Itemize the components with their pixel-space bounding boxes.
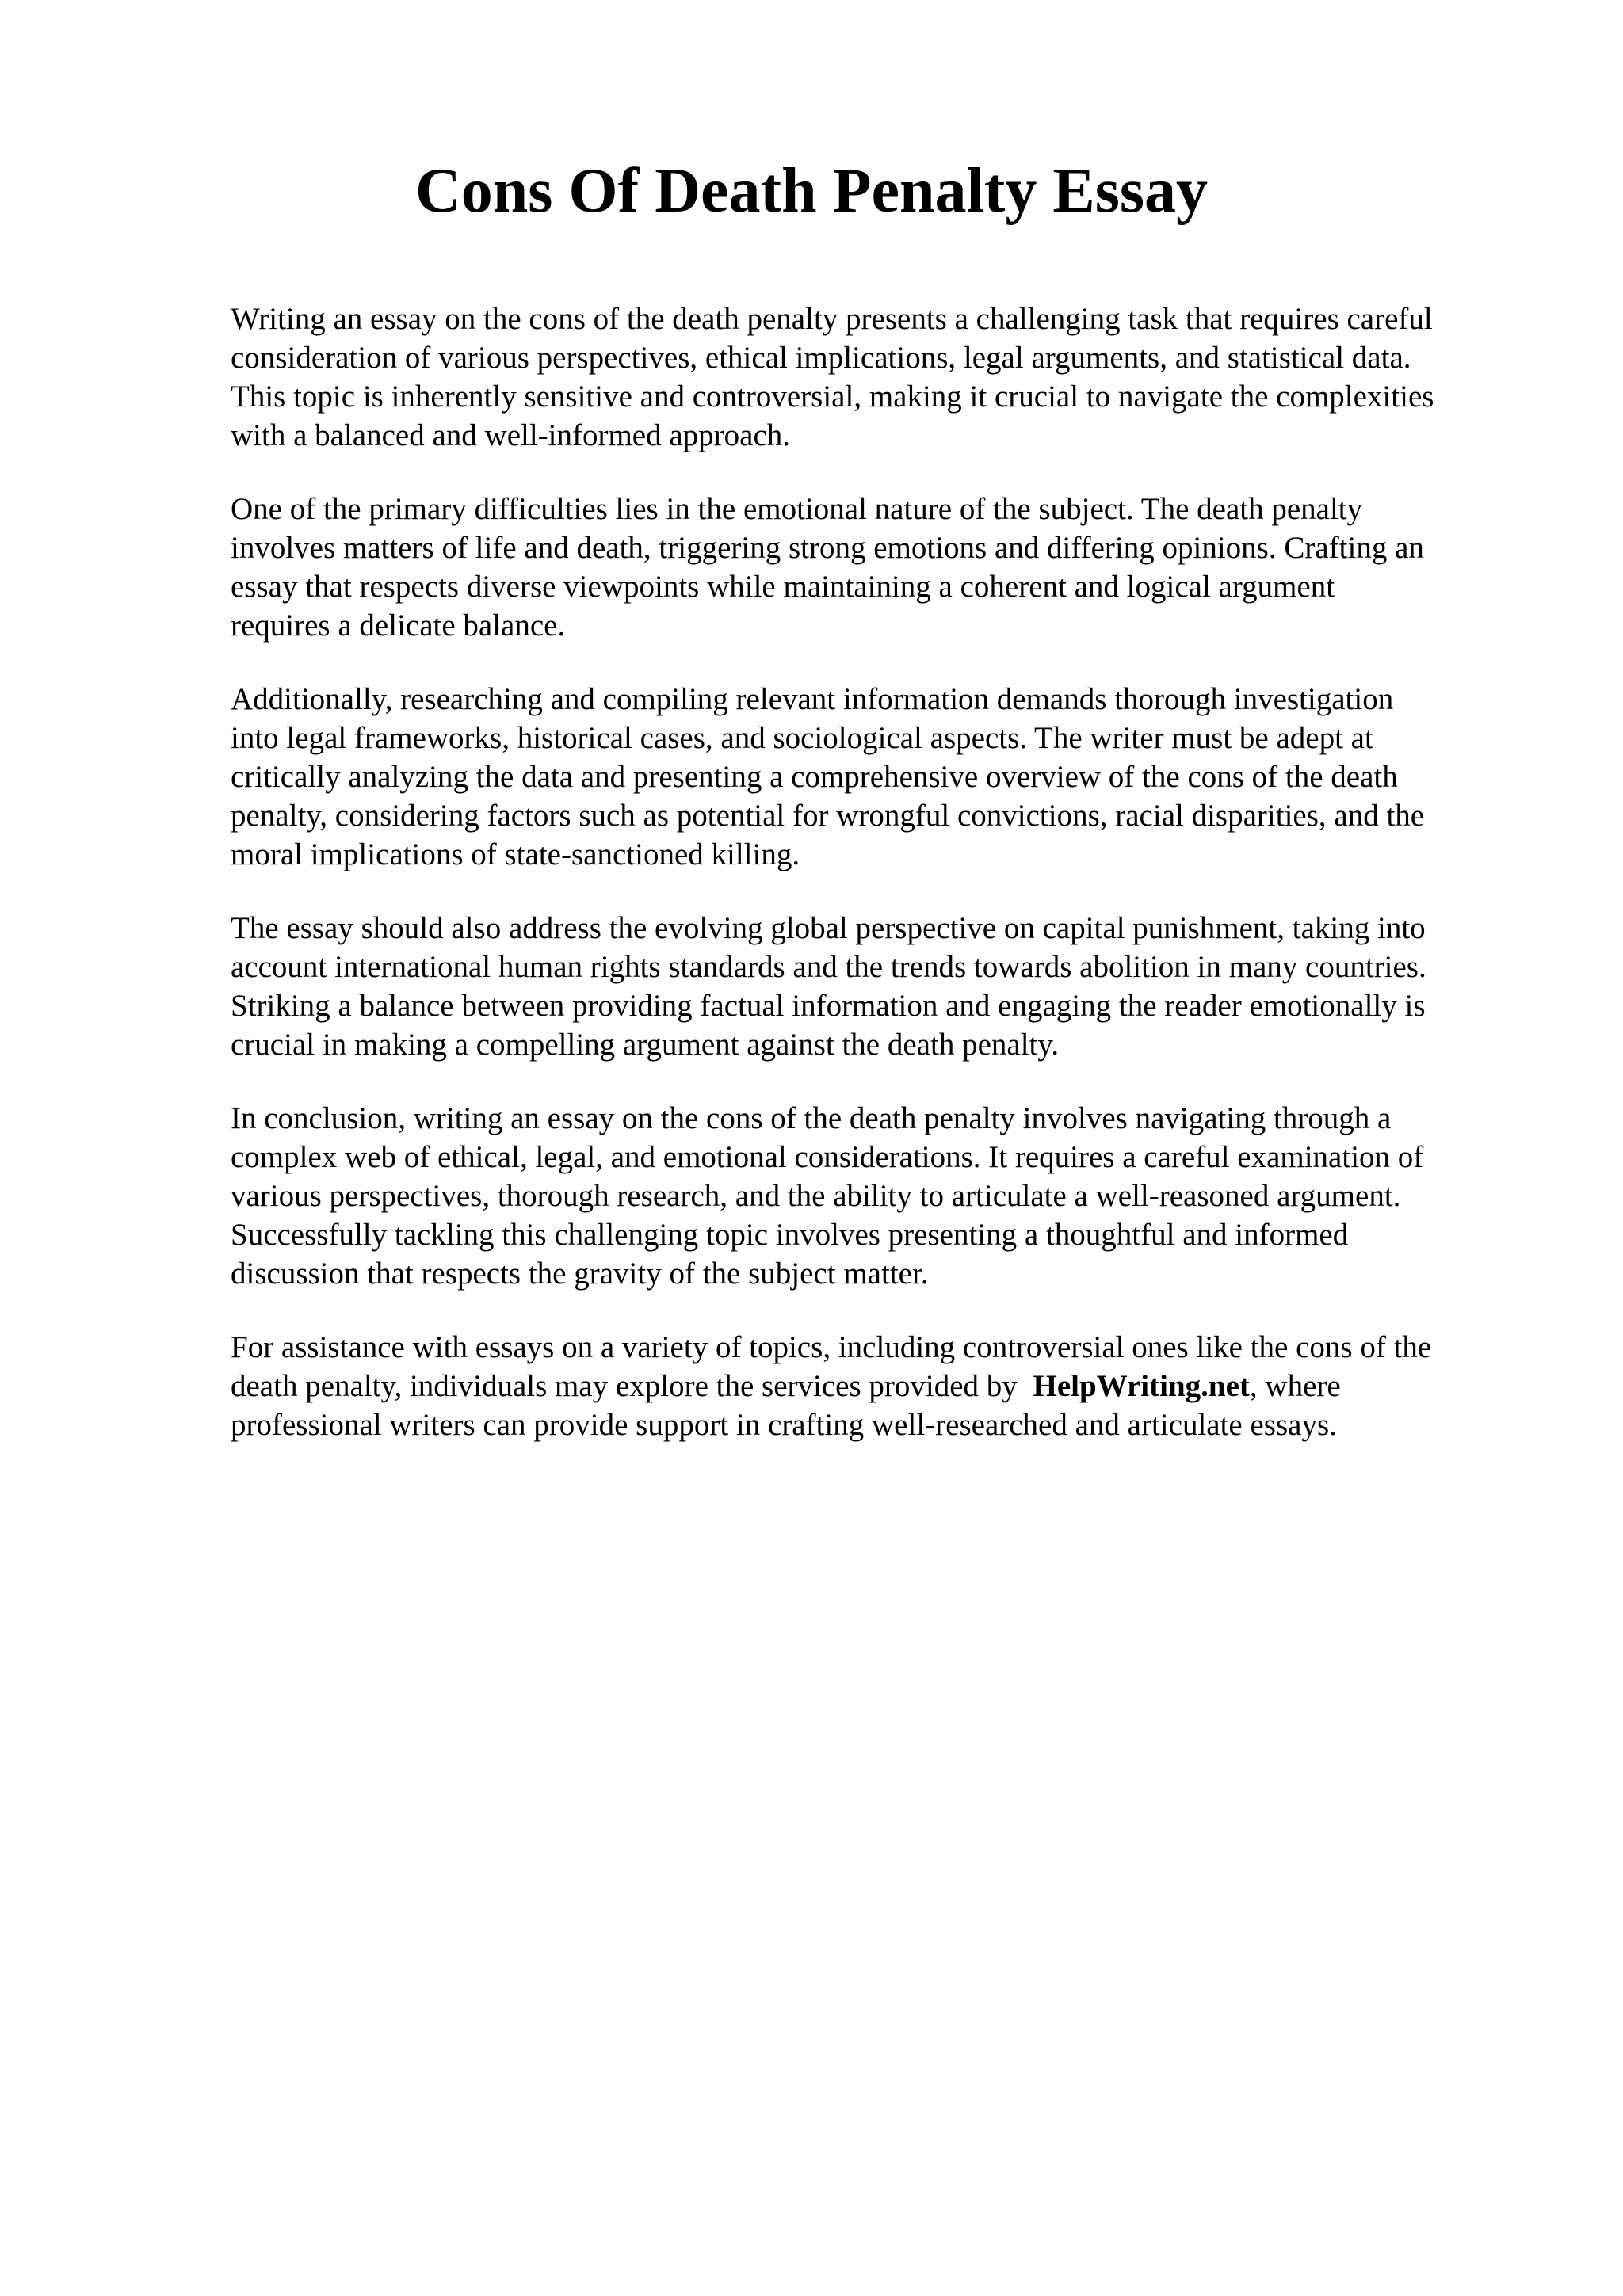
text-line: essay that respects diverse viewpoints while maintaining a coherent and logical argument [231,570,1335,604]
text-line: moral implications of state-sanctioned killing. [231,837,800,871]
text-line: One of the primary difficulties lies in the emotional nature of the subject. The death penalty [231,492,1363,526]
helpwriting-link[interactable]: HelpWriting.net [1033,1369,1250,1403]
text-fragment: death penalty, individuals may explore the services provided by [231,1369,1025,1403]
text-line: professional writers can provide support in crafting well-researched and articulate essays. [231,1408,1337,1442]
text-line: into legal frameworks, historical cases, and sociological aspects. The writer must be adept at [231,721,1373,755]
essay-body [231,299,1514,1479]
text-line: This topic is inherently sensitive and controversial, making it crucial to navigate the complexities [231,379,1434,414]
paragraph-3 [231,680,1514,874]
text-line: requires a delicate balance. [231,608,566,643]
text-line: Striking a balance between providing factual information and engaging the reader emotionally is [231,989,1426,1023]
text-line: critically analyzing the data and presenting a comprehensive overview of the cons of the death [231,760,1398,794]
text-line: In conclusion, writing an essay on the cons of the death penalty involves navigating through a [231,1101,1392,1135]
text-line: The essay should also address the evolving global perspective on capital punishment, taking into [231,911,1426,945]
text-line: involves matters of life and death, triggering strong emotions and differing opinions. Crafting an [231,531,1424,565]
text-fragment: , where [1249,1369,1341,1403]
text-line-with-link [231,1367,1514,1405]
text-line: account international human rights standards and the trends towards abolition in many countries. [231,950,1426,984]
essay-title: Cons Of Death Penalty Essay [414,156,1209,226]
paragraph-2 [231,490,1514,645]
text-line: penalty, considering factors such as potential for wrongful convictions, racial disparities, and the [231,799,1425,833]
paragraph-1 [231,299,1514,455]
paragraph-closing [231,1328,1514,1444]
paragraph-4 [231,909,1514,1064]
paragraph-5 [231,1099,1514,1293]
text-line: Additionally, researching and compiling relevant information demands thorough investigation [231,682,1394,716]
text-line: complex web of ethical, legal, and emotional considerations. It requires a careful examination of [231,1140,1424,1174]
text-line: with a balanced and well-informed approach. [231,418,791,452]
text-line: Successfully tackling this challenging topic involves presenting a thoughtful and informed [231,1218,1349,1252]
text-line: consideration of various perspectives, ethical implications, legal arguments, and statistical data. [231,341,1411,375]
text-line: various perspectives, thorough research, and the ability to articulate a well-reasoned argument. [231,1179,1401,1213]
text-line: Writing an essay on the cons of the death penalty presents a challenging task that requires careful [231,302,1433,336]
text-line: For assistance with essays on a variety of topics, including controversial ones like the cons of the [231,1330,1432,1364]
text-line: discussion that respects the gravity of the subject matter. [231,1257,929,1291]
text-line: crucial in making a compelling argument against the death penalty. [231,1028,1060,1062]
